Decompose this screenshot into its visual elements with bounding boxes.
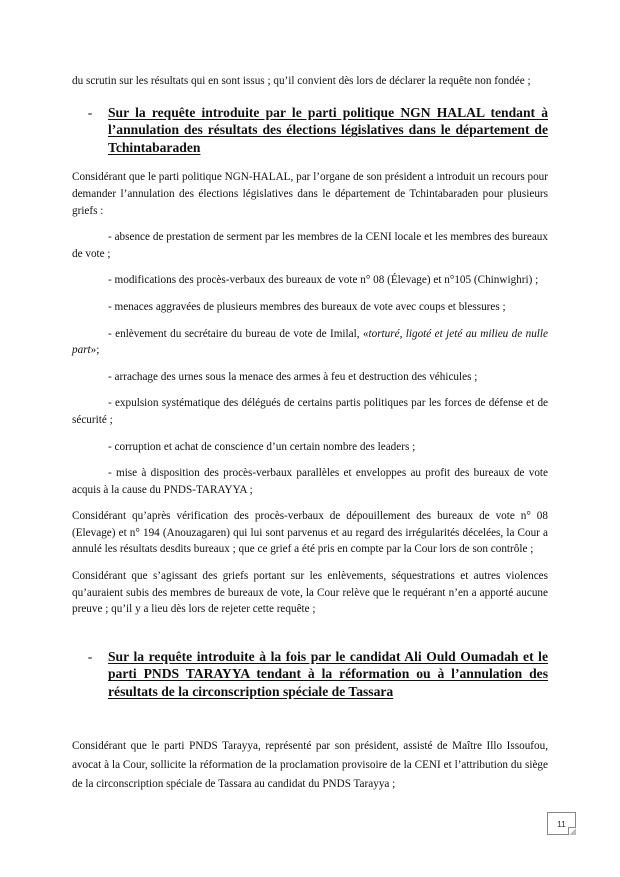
page-number-badge [547, 812, 576, 835]
considerant-paragraph: Considérant qu’après vérification des procès-verbaux de dépouillement des bureaux de vote n° 08 (Elevage) et n° 194 (Anouzagaren) qui lui sont parvenus et au regard des irrégularités décelées, la Cour a annulé les résultats desdits bureaux ; que ce grief a été pris en compte par la Cour lors de son contrôle ; [72, 510, 548, 556]
grief-item: - mise à disposition des procès-verbaux parallèles et enveloppes au profit des bureaux de vote acquis à la cause du PNDS-TARAYYA ; [72, 467, 548, 496]
considerant-paragraph: Considérant que s’agissant des griefs portant sur les enlèvements, séquestrations et autres violences qu’auraient subis des membres de bureaux de vote, la Cour relève que le requérant n’en a apporté aucune preuve ; qu’il y a lieu dès lors de rejeter cette requête ; [72, 570, 548, 616]
section-heading-ngn-halal [72, 104, 548, 157]
grief-text-end: »; [90, 344, 100, 357]
considerant-paragraph: Considérant que le parti PNDS Tarayya, représenté par son président, assisté de Maître Illo Issoufou, avocat à la Cour, sollicite la réformation de la proclamation provisoire de la CENI et l’attribution du siège de la circonscription spéciale de Tassara au candidat du PNDS Tarayya ; [72, 739, 548, 790]
section-heading-tassara [72, 648, 548, 701]
section-spacer [72, 628, 548, 648]
heading-bullet: - [87, 648, 93, 664]
grief-item: - menaces aggravées de plusieurs membres des bureaux de vote avec coups et blessures ; [108, 300, 506, 313]
heading-text: Sur la requête introduite par le parti politique NGN HALAL tendant à l’annulation des résultats des élections législatives dans le département de Tchintabaraden [108, 104, 548, 155]
grief-item: - absence de prestation de serment par les membres de la CENI locale et les membres des bureaux de vote ; [72, 231, 548, 260]
page-number: 11 [557, 818, 566, 829]
grief-item: - expulsion systématique des délégués de certains partis politiques par les forces de défense et de sécurité ; [72, 397, 548, 426]
grief-item: - corruption et achat de conscience d’un certain nombre des leaders ; [108, 440, 416, 453]
grief-item: - modifications des procès-verbaux des bureaux de vote n° 08 (Élevage) et n°105 (Chinwighri) ; [108, 274, 539, 287]
heading-text: Sur la requête introduite à la fois par le candidat Ali Ould Oumadah et le parti PNDS TARAYYA tendant à la réformation ou à l’annulation des résultats de la circonscription spéciale de Tassara [108, 648, 548, 700]
intro-paragraph: du scrutin sur les résultats qui en sont issus ; qu’il convient dès lors de déclarer la requête non fondée ; [72, 75, 531, 87]
grief-item-imilal [72, 326, 548, 359]
heading-bullet: - [87, 104, 93, 120]
considerant-paragraph: Considérant que le parti politique NGN-HALAL, par l’organe de son président a introduit un recours pour demander l’annulation des élections législatives dans le département de Tchintabaraden pour plusieurs griefs : [72, 171, 548, 217]
page-content [72, 73, 548, 804]
grief-quote: torturé, ligoté et jeté au milieu de nulle part [72, 327, 548, 357]
section-spacer [72, 714, 548, 737]
grief-text: - enlèvement du secrétaire du bureau de vote de Imilal, « [108, 327, 369, 340]
grief-item: - arrachage des urnes sous la menace des armes à feu et destruction des véhicules ; [108, 370, 478, 383]
